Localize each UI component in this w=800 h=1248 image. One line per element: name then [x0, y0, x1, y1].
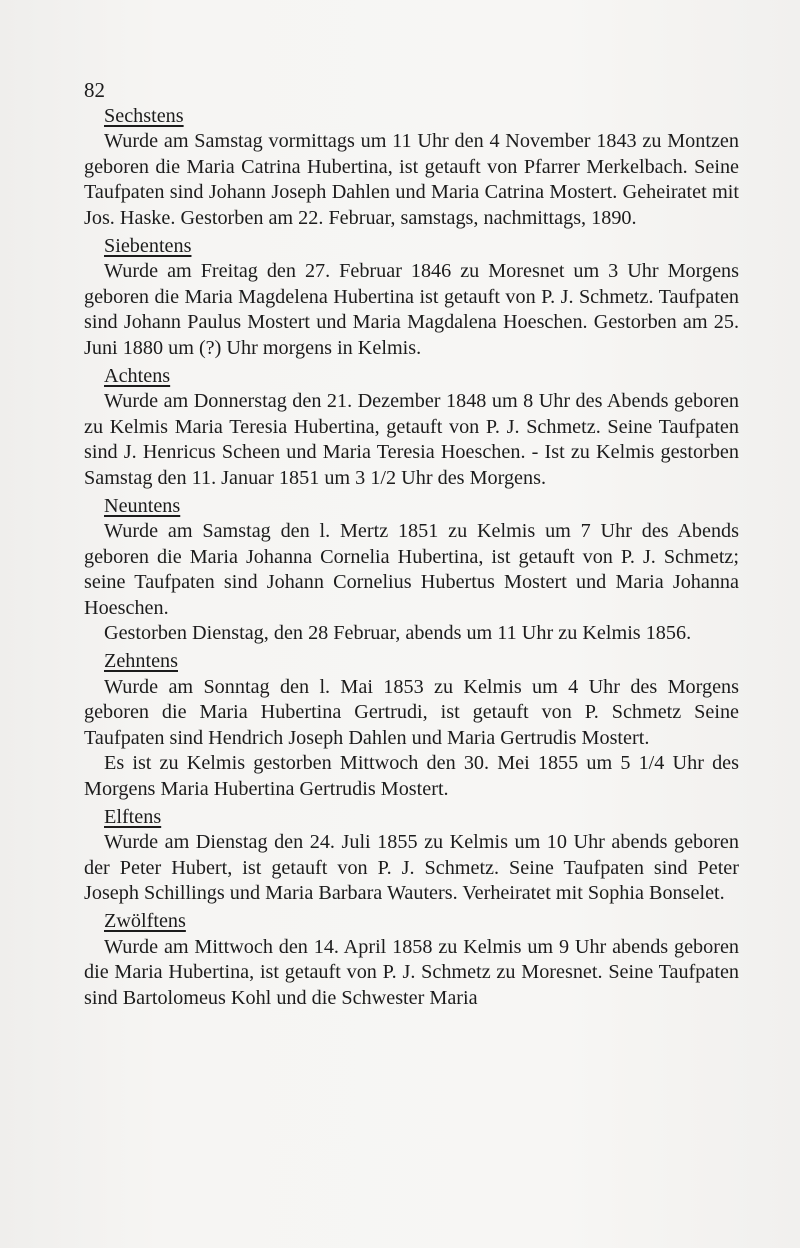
- section-sechstens: [84, 104, 739, 232]
- section-paragraph: Wurde am Freitag den 27. Februar 1846 zu Moresnet um 3 Uhr Morgens geboren die Maria Magdelena Hubertina ist getauft von P. J. Schmetz. Taufpaten sind Johann Paulus Mostert und Maria Magdalena Hoeschen. Gestorben am 25. Juni 1880 um (?) Uhr morgens in Kelmis.: [84, 260, 739, 359]
- section-paragraph: Wurde am Samstag den l. Mertz 1851 zu Kelmis um 7 Uhr des Abends geboren die Maria Johanna Cornelia Hubertina, ist getauft von P. J. Schmetz; seine Taufpaten sind Johann Cornelius Hubertus Mostert und Maria Johanna Hoeschen.: [84, 520, 739, 619]
- section-neuntens: [84, 494, 739, 648]
- section-heading: Zwölftens: [104, 910, 186, 932]
- page-content: [84, 78, 739, 1013]
- page-number: 82: [84, 78, 105, 102]
- section-paragraph: Gestorben Dienstag, den 28 Februar, abends um 11 Uhr zu Kelmis 1856.: [104, 622, 692, 645]
- section-paragraph: Wurde am Dienstag den 24. Juli 1855 zu Kelmis um 10 Uhr abends geboren der Peter Hubert, ist getauft von P. J. Schmetz. Seine Taufpaten sind Peter Joseph Schillings und Maria Barbara Wauters. Verheiratet mit Sophia Bonselet.: [84, 831, 739, 905]
- section-zwoelftens: [84, 909, 739, 1011]
- section-paragraph: Wurde am Mittwoch den 14. April 1858 zu Kelmis um 9 Uhr abends geboren die Maria Hubertina, ist getauft von P. J. Schmetz zu Moresnet. Seine Taufpaten sind Bartolomeus Kohl und die Schwester Maria: [84, 935, 739, 1009]
- section-heading: Sechstens: [104, 104, 184, 127]
- section-heading: Elftens: [104, 805, 162, 828]
- section-paragraph: Wurde am Donnerstag den 21. Dezember 1848 um 8 Uhr des Abends geboren zu Kelmis Maria Teresia Hubertina, getauft von P. J. Schmetz. Seine Taufpaten sind J. Henricus Scheen und Maria Teresia Hoeschen. - Ist zu Kelmis gestorben Samstag den 11. Januar 1851 um 3 1/2 Uhr des Morgens.: [84, 390, 739, 489]
- section-siebentens: [84, 234, 739, 362]
- section-zehntens: [84, 649, 739, 803]
- section-heading: Neuntens: [104, 494, 181, 517]
- section-achtens: [84, 364, 739, 492]
- section-paragraph: Wurde am Samstag vormittags um 11 Uhr den 4 November 1843 zu Montzen geboren die Maria Catrina Hubertina, ist getauft von Pfarrer Merkelbach. Seine Taufpaten sind Johann Joseph Dahlen und Maria Catrina Mostert. Geheiratet mit Jos. Haske. Gestorben am 22. Februar, samstags, nachmittags, 1890.: [84, 130, 739, 229]
- section-paragraph: Wurde am Sonntag den l. Mai 1853 zu Kelmis um 4 Uhr des Morgens geboren die Maria Hubertina Gertrudi, ist getauft von P. Schmetz Seine Taufpaten sind Hendrich Joseph Dahlen und Maria Gertrudis Mostert.: [84, 675, 739, 749]
- section-heading: Zehntens: [104, 650, 178, 673]
- section-heading: Achtens: [104, 364, 171, 387]
- section-heading: Siebentens: [104, 234, 192, 257]
- section-elftens: [84, 805, 739, 907]
- section-paragraph: Es ist zu Kelmis gestorben Mittwoch den 30. Mei 1855 um 5 1/4 Uhr des Morgens Maria Hubertina Gertrudis Mostert.: [84, 752, 739, 801]
